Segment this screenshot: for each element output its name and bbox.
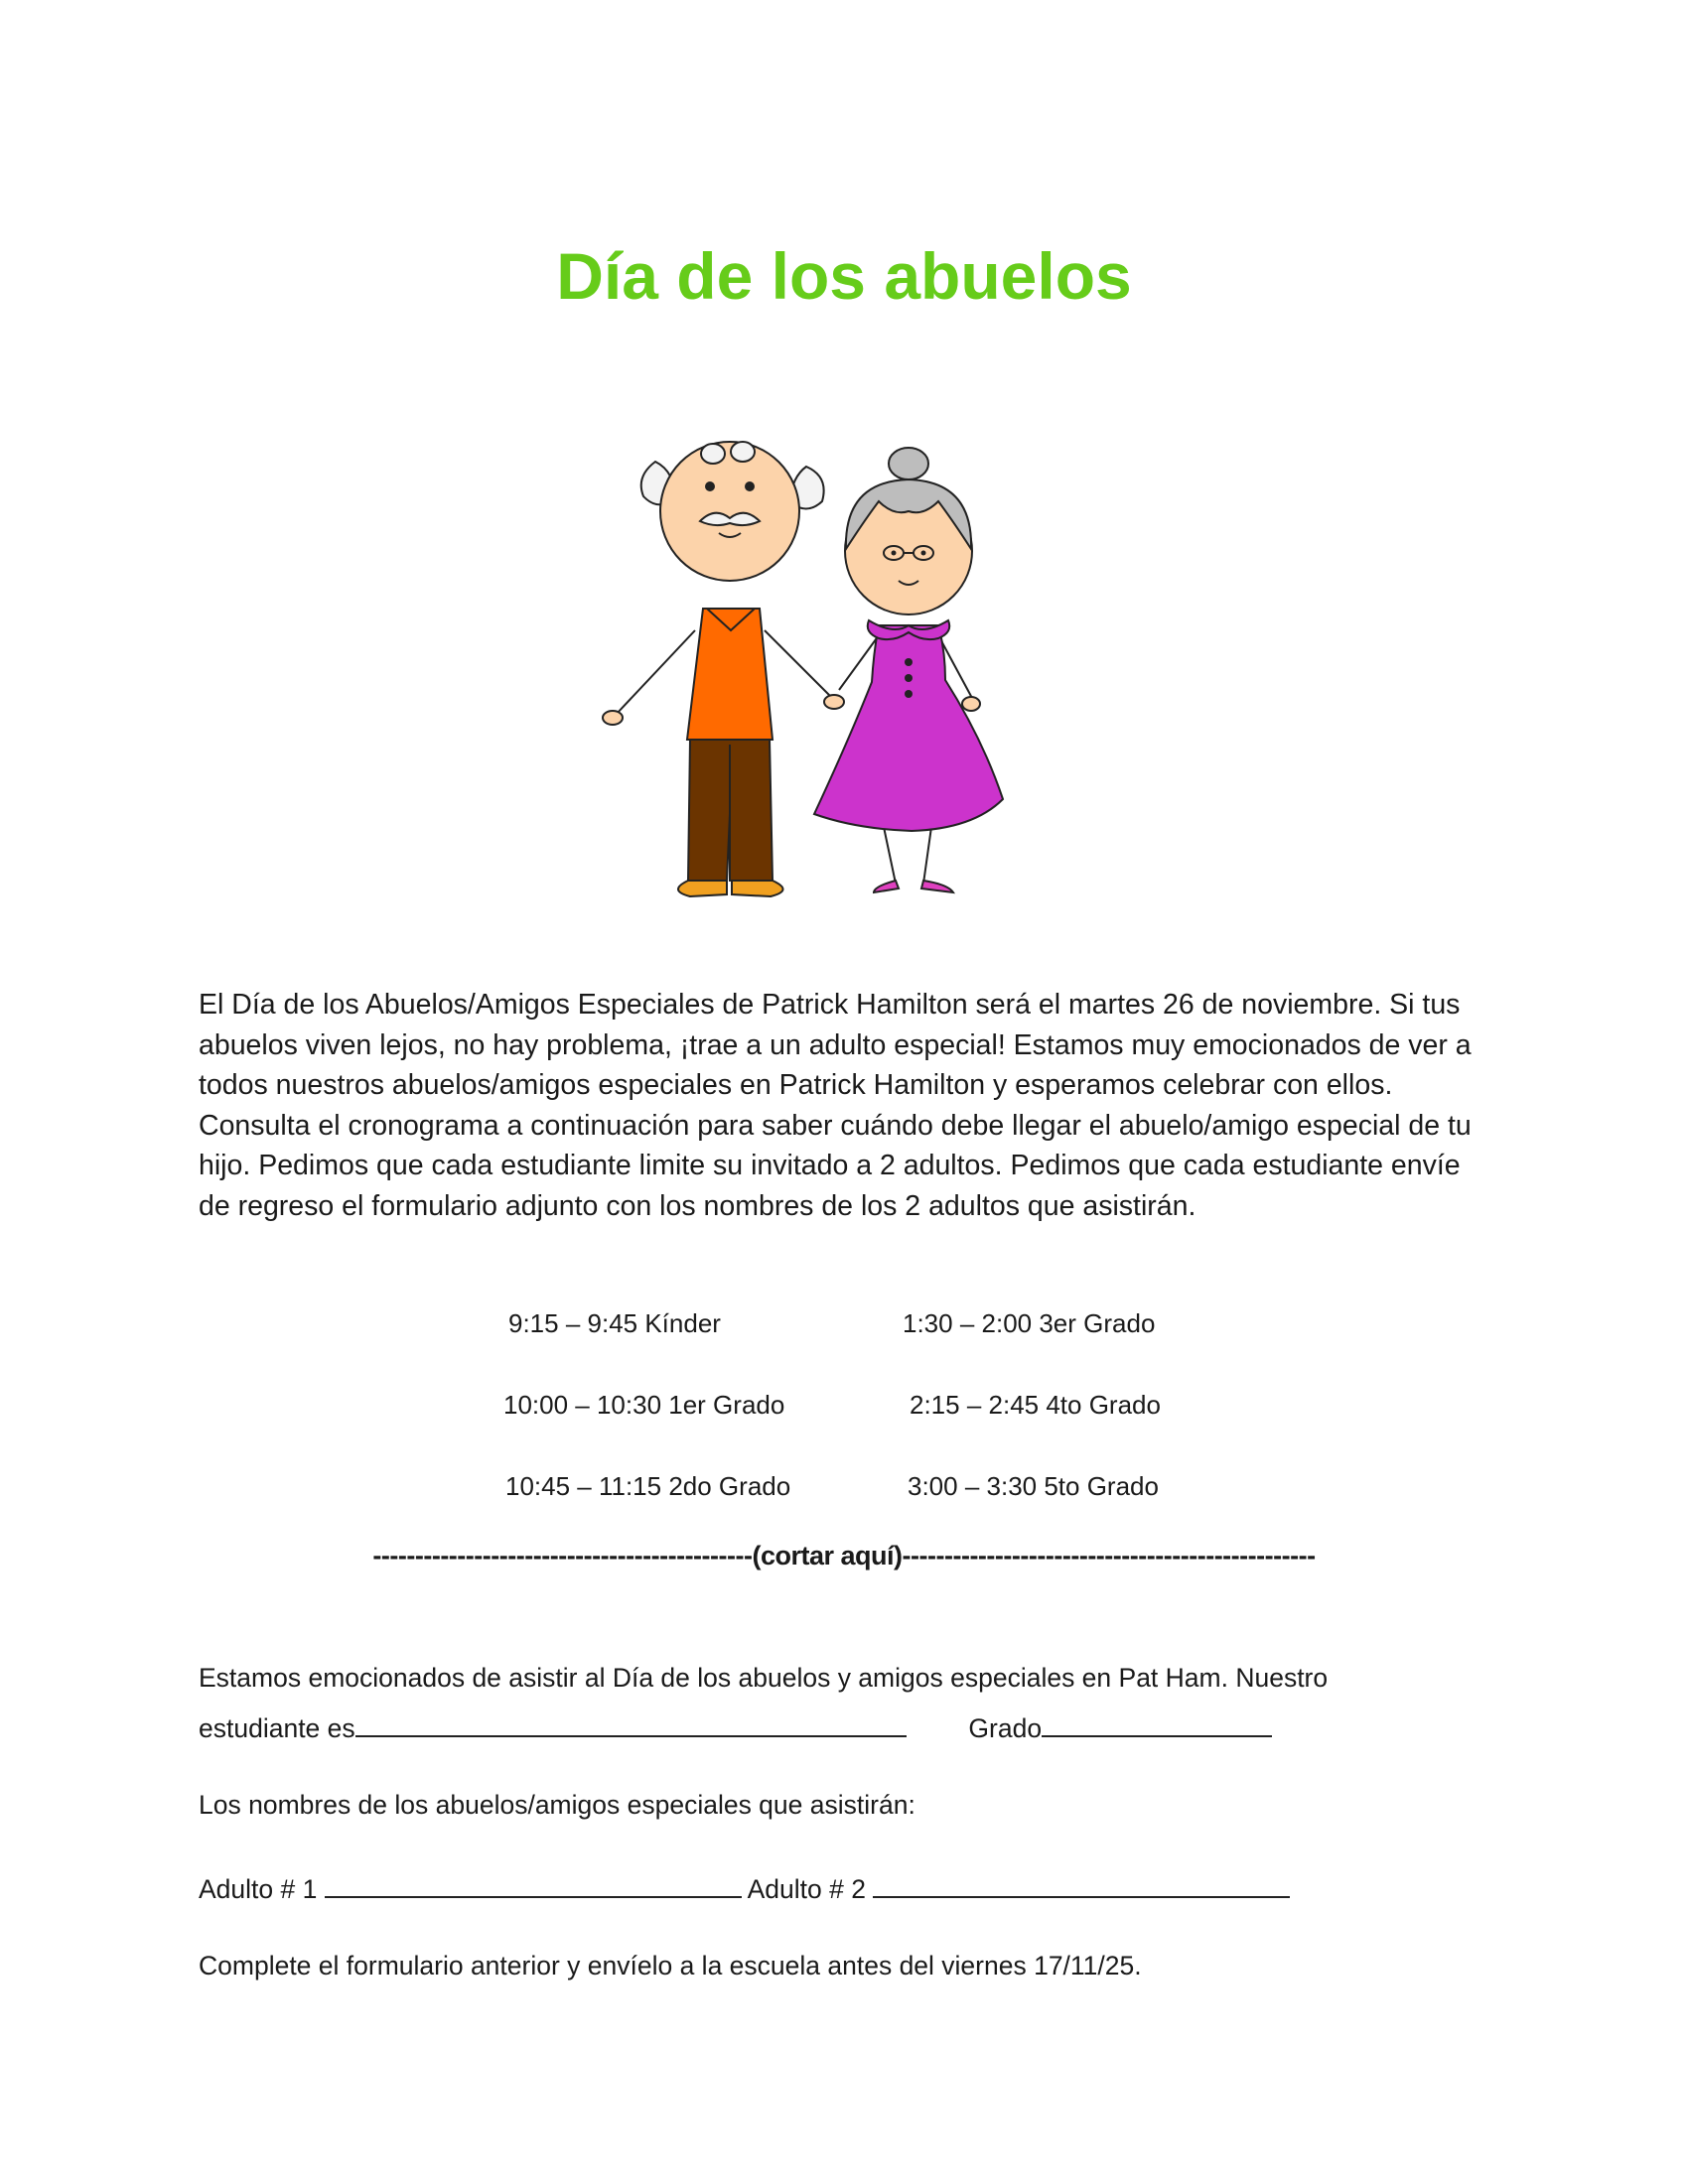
schedule-grade-1: 10:00 – 10:30 1er Grado <box>503 1390 785 1420</box>
student-grade-row <box>199 1709 1272 1744</box>
student-label: estudiante es <box>199 1713 355 1743</box>
adult-names-row <box>199 1870 1290 1905</box>
schedule-grade-4: 2:15 – 2:45 4to Grado <box>910 1390 1161 1420</box>
intro-paragraph: El Día de los Abuelos/Amigos Especiales de Patrick Hamilton será el martes 26 de noviembre. Si tus abuelos viven lejos, no hay problema, ¡trae a un adulto especial! Estamos muy emocionados de ver a todos nuestros abuelos/amigos especiales en Patrick Hamilton y esperamos celebrar con ellos. Consulta el cronograma a continuación para saber cuándo debe llegar el abuelo/amigo especial de tu hijo. Pedimos que cada estudiante limite su invitado a 2 adultos. Pedimos que cada estudiante envíe de regreso el formulario adjunto con los nombres de los 2 adultos que asistirán. <box>199 989 1472 1222</box>
grade-field[interactable] <box>1042 1709 1272 1737</box>
cut-here-line: ---------------------------------------------(cortar aquí)------------------------------------------------- <box>372 1541 1316 1570</box>
adult1-label: Adulto # 1 <box>199 1874 318 1904</box>
form-intro-line: Estamos emocionados de asistir al Día de los abuelos y amigos especiales en Pat Ham. Nuestro <box>199 1663 1329 1693</box>
page-title: Día de los abuelos <box>556 239 1132 313</box>
student-name-field[interactable] <box>355 1709 907 1737</box>
schedule-grade-5: 3:00 – 3:30 5to Grado <box>908 1471 1159 1501</box>
schedule-kinder: 9:15 – 9:45 Kínder <box>508 1308 721 1338</box>
schedule-grade-2: 10:45 – 11:15 2do Grado <box>505 1471 791 1501</box>
adult1-field[interactable] <box>325 1870 742 1898</box>
grade-label: Grado <box>968 1713 1043 1743</box>
adult2-field[interactable] <box>873 1870 1290 1898</box>
adult2-label: Adulto # 2 <box>747 1874 866 1904</box>
schedule-grade-3: 1:30 – 2:00 3er Grado <box>903 1308 1156 1338</box>
grandparents-illustration <box>596 422 1112 908</box>
form-instructions: Complete el formulario anterior y envíelo a la escuela antes del viernes 17/11/25. <box>199 1951 1142 1980</box>
names-label: Los nombres de los abuelos/amigos especiales que asistirán: <box>199 1790 915 1820</box>
